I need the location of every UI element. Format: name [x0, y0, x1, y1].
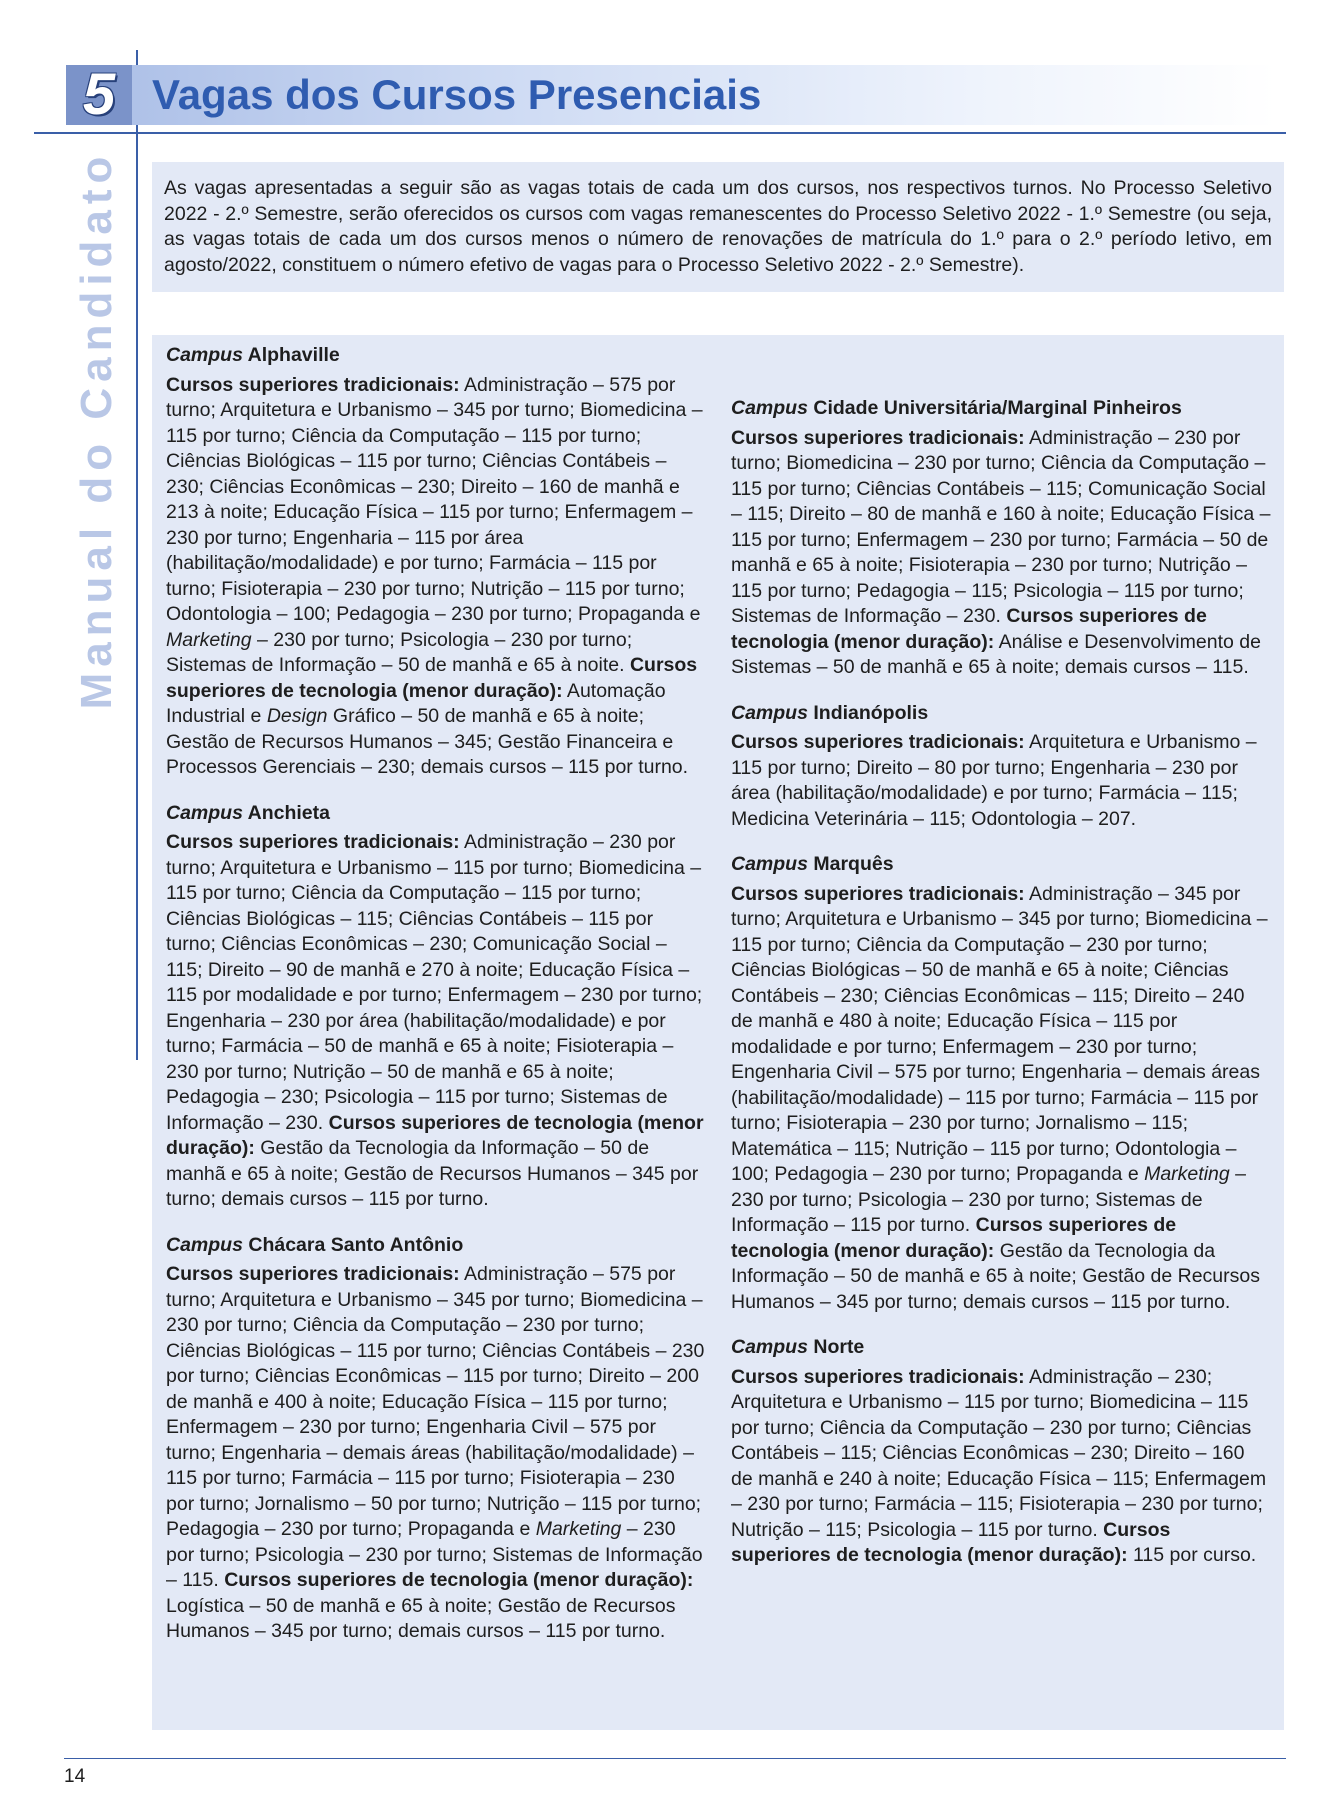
campus-title-cidade [731, 396, 1271, 422]
campus-word: Campus [731, 701, 808, 724]
campus-text: – 230 por turno; Psicologia – 230 por turno; Sistemas de Informação – 50 de manhã e 65 à noite. [166, 628, 633, 676]
campus-text: – 230 por turno; Psicologia – 230 por turno; Sistemas de Informação – 115. [166, 1518, 703, 1591]
vertical-rule [136, 50, 138, 1060]
campus-text: Administração – 345 por turno; Arquitetura e Urbanismo – 345 por turno; Biomedicina – 115 por turno; Ciência da Computação – 230 por turno; Ciências Biológicas – 50 de manhã e 65 à noite; Ciências Contábeis – 230; Ciências Econômicas – 115; Direito – 240 de manhã e 480 à noite; Educação Física – 115 por modalidade e por turno; Enfermagem – 230 por turno; Engenharia Civil – 575 por turno; Engenharia – demais áreas (habilitação/modalidade) – 115 por turno; Farmácia – 115 por turno; Fisioterapia – 230 por turno; Jornalismo – 115; Matemática – 115; Nutrição – 115 por turno; Odontologia – 100; Pedagogia – 230 por turno; Propaganda e [731, 882, 1268, 1185]
label-tradicionais: Cursos superiores tradicionais: [731, 731, 1025, 753]
campus-text: Arquitetura e Urbanismo – 115 por turno; Direito – 80 por turno; Engenharia – 230 por área (habilitação/modalidade) e por turno; Farmácia – 115; Medicina Veterinária – 115; Odontologia – 207. [731, 731, 1257, 830]
campus-title-anchieta [166, 801, 706, 827]
campus-name: Cidade Universitária/Marginal Pinheiros [813, 397, 1182, 419]
intro-text: As vagas apresentadas a seguir são as vagas totais de cada um dos cursos, nos respectivos turnos. No Processo Seletivo 2022 - 2.º Semestre, serão oferecidos os cursos com vagas remanescentes do Processo Seletivo 2022 - 1.º Semestre (ou seja, as vagas totais de cada um dos cursos menos o número de renovações de matrícula do 1.º para o 2.º período letivo, em agosto/2022, constituem o número efetivo de vagas para o Processo Seletivo 2022 - 2.º Semestre). [164, 177, 1272, 276]
campus-text-italic: Design [266, 705, 328, 727]
header-rule [34, 132, 1286, 134]
campus-text: Gestão da Tecnologia da Informação – 50 de manhã e 65 à noite; Gestão de Recursos Humanos – 345 por turno; demais cursos – 115 por turno. [731, 1239, 1260, 1313]
campus-text: Administração – 230 por turno; Arquitetura e Urbanismo – 115 por turno; Biomedicina – 115 por turno; Ciência da Computação – 115 por turno; Ciências Biológicas – 115; Ciências Contábeis – 115 por turno; Ciências Econômicas – 230; Comunicação Social – 115; Direito – 90 de manhã e 270 à noite; Educação Física – 115 por modalidade e por turno; Enfermagem – 230 por turno; Engenharia – 230 por área (habilitação/modalidade) e por turno; Farmácia – 50 de manhã e 65 à noite; Fisioterapia – 230 por turno; Nutrição – 50 de manhã e 65 à noite; Pedagogia – 230; Psicologia – 115 por turno; Sistemas de Informação – 230. [166, 831, 703, 1134]
campus-word: Campus [166, 344, 243, 366]
label-tradicionais: Cursos superiores tradicionais: [166, 1263, 460, 1285]
side-label: Manual do Candidato [72, 150, 121, 710]
page-title: Vagas dos Cursos Presenciais [152, 71, 762, 118]
label-tecnologia: Cursos superiores de tecnologia (menor duração): [731, 1214, 1177, 1262]
campus-text: 115 por curso. [1127, 1544, 1257, 1566]
campus-text-italic: Marketing [535, 1518, 622, 1540]
page-number: 14 [64, 1766, 86, 1787]
campus-text: Administração – 230 por turno; Biomedicina – 230 por turno; Ciência da Computação – 115 por turno; Ciências Contábeis – 115; Comunicação Social – 115; Direito – 80 de manhã e 160 à noite; Educação Física – 115 por turno; Enfermagem – 230 por turno; Farmácia – 50 de manhã e 65 à noite; Fisioterapia – 230 por turno; Nutrição – 115 por turno; Pedagogia – 115; Psicologia – 115 por turno; Sistemas de Informação – 230. [731, 426, 1271, 627]
campus-name: Indianópolis [813, 701, 929, 724]
label-tecnologia: Cursos superiores de tecnologia (menor duração): [166, 654, 698, 702]
campus-text-italic: Marketing [1144, 1163, 1230, 1185]
campus-text: Administração – 575 por turno; Arquitetura e Urbanismo – 345 por turno; Biomedicina – 230 por turno; Ciência da Computação – 230 por turno; Ciências Biológicas – 115 por turno; Ciências Contábeis – 230 por turno; Ciências Econômicas – 115 por turno; Direito – 200 de manhã e 400 à noite; Educação Física – 115 por turno; Enfermagem – 230 por turno; Engenharia Civil – 575 por turno; Engenharia – demais áreas (habilitação/modalidade) – 115 por turno; Farmácia – 115 por turno; Fisioterapia – 230 por turno; Jornalismo – 50 por turno; Nutrição – 115 por turno; Pedagogia – 230 por turno; Propaganda e [166, 1263, 705, 1540]
campus-word: Campus [731, 853, 808, 875]
campus-body-norte [731, 1365, 1271, 1569]
label-tecnologia: Cursos superiores de tecnologia (menor duração): [166, 1111, 704, 1159]
campus-text: – 230 por turno; Psicologia – 230 por turno; Sistemas de Informação – 115 por turno. [731, 1163, 1246, 1236]
footer-rule [64, 1758, 1286, 1759]
campus-text: Análise e Desenvolvimento de Sistemas – 50 de manhã e 65 à noite; demais cursos – 115. [731, 630, 1261, 678]
campus-name: Marquês [813, 853, 894, 875]
campus-title-norte [731, 1335, 1271, 1361]
campus-text: Automação Industrial e [166, 679, 666, 727]
intro-box [152, 162, 1284, 292]
label-tradicionais: Cursos superiores tradicionais: [166, 373, 460, 396]
campus-word: Campus [166, 1233, 243, 1256]
section-number: 5 [66, 65, 132, 125]
campus-text-italic: Marketing [166, 628, 252, 651]
campus-name: Alphaville [247, 344, 340, 366]
campus-word: Campus [731, 397, 808, 419]
campus-title-alphaville [166, 343, 706, 369]
campus-text: Administração – 575 por turno; Arquitetura e Urbanismo – 345 por turno; Biomedicina – 115 por turno; Ciência da Computação – 115 por turno; Ciências Biológicas – 115 por turno; Ciências Contábeis – 230; Ciências Econômicas – 230; Direito – 160 de manhã e 213 à noite; Educação Física – 115 por turno; Enfermagem – 230 por turno; Engenharia – 115 por área (habilitação/modalidade) e por turno; Farmácia – 115 por turno; Fisioterapia – 230 por turno; Nutrição – 115 por turno; Odontologia – 100; Pedagogia – 230 por turno; Propaganda e [166, 373, 703, 625]
campus-word: Campus [731, 1336, 808, 1358]
label-tecnologia: Cursos superiores de tecnologia (menor duração): [224, 1569, 694, 1591]
campus-body-chacara [166, 1262, 706, 1645]
campus-text: Gestão da Tecnologia da Informação – 50 de manhã e 65 à noite; Gestão de Recursos Humanos – 345 por turno; demais cursos – 115 por turno. [166, 1137, 699, 1210]
campus-body-cidade [731, 426, 1271, 681]
label-tradicionais: Cursos superiores tradicionais: [166, 831, 460, 853]
campus-title-marques [731, 852, 1271, 878]
label-tradicionais: Cursos superiores tradicionais: [731, 882, 1025, 905]
right-column [731, 343, 1271, 1569]
campus-text: Administração – 230; Arquitetura e Urbanismo – 115 por turno; Biomedicina – 115 por turno; Ciência da Computação – 230 por turno; Ciências Contábeis – 115; Ciências Econômicas – 230; Direito – 160 de manhã e 240 à noite; Educação Física – 115; Enfermagem – 230 por turno; Farmácia – 115; Fisioterapia – 230 por turno; Nutrição – 115; Psicologia – 115 por turno. [731, 1365, 1267, 1541]
label-tradicionais: Cursos superiores tradicionais: [731, 426, 1025, 449]
campus-body-marques [731, 882, 1271, 1316]
label-tecnologia: Cursos superiores de tecnologia (menor duração): [731, 605, 1207, 653]
campus-word: Campus [166, 801, 243, 824]
campus-body-anchieta [166, 830, 706, 1213]
campus-text: Gráfico – 50 de manhã e 65 à noite; Gestão de Recursos Humanos – 345; Gestão Financeira e Processos Gerenciais – 230; demais cursos – 115 por turno. [166, 705, 689, 778]
campus-text: Logística – 50 de manhã e 65 à noite; Gestão de Recursos Humanos – 345 por turno; demais cursos – 115 por turno. [166, 1594, 676, 1642]
left-column [166, 343, 706, 1645]
campus-name: Anchieta [247, 801, 330, 824]
campus-body-alphaville [166, 373, 706, 781]
campus-title-indianopolis [731, 701, 1271, 727]
label-tecnologia: Cursos superiores de tecnologia (menor duração): [731, 1518, 1171, 1566]
campus-name: Norte [813, 1336, 865, 1358]
campus-body-indianopolis [731, 730, 1271, 832]
campus-name: Chácara Santo Antônio [248, 1233, 464, 1256]
campus-title-chacara [166, 1233, 706, 1259]
label-tradicionais: Cursos superiores tradicionais: [731, 1365, 1025, 1388]
